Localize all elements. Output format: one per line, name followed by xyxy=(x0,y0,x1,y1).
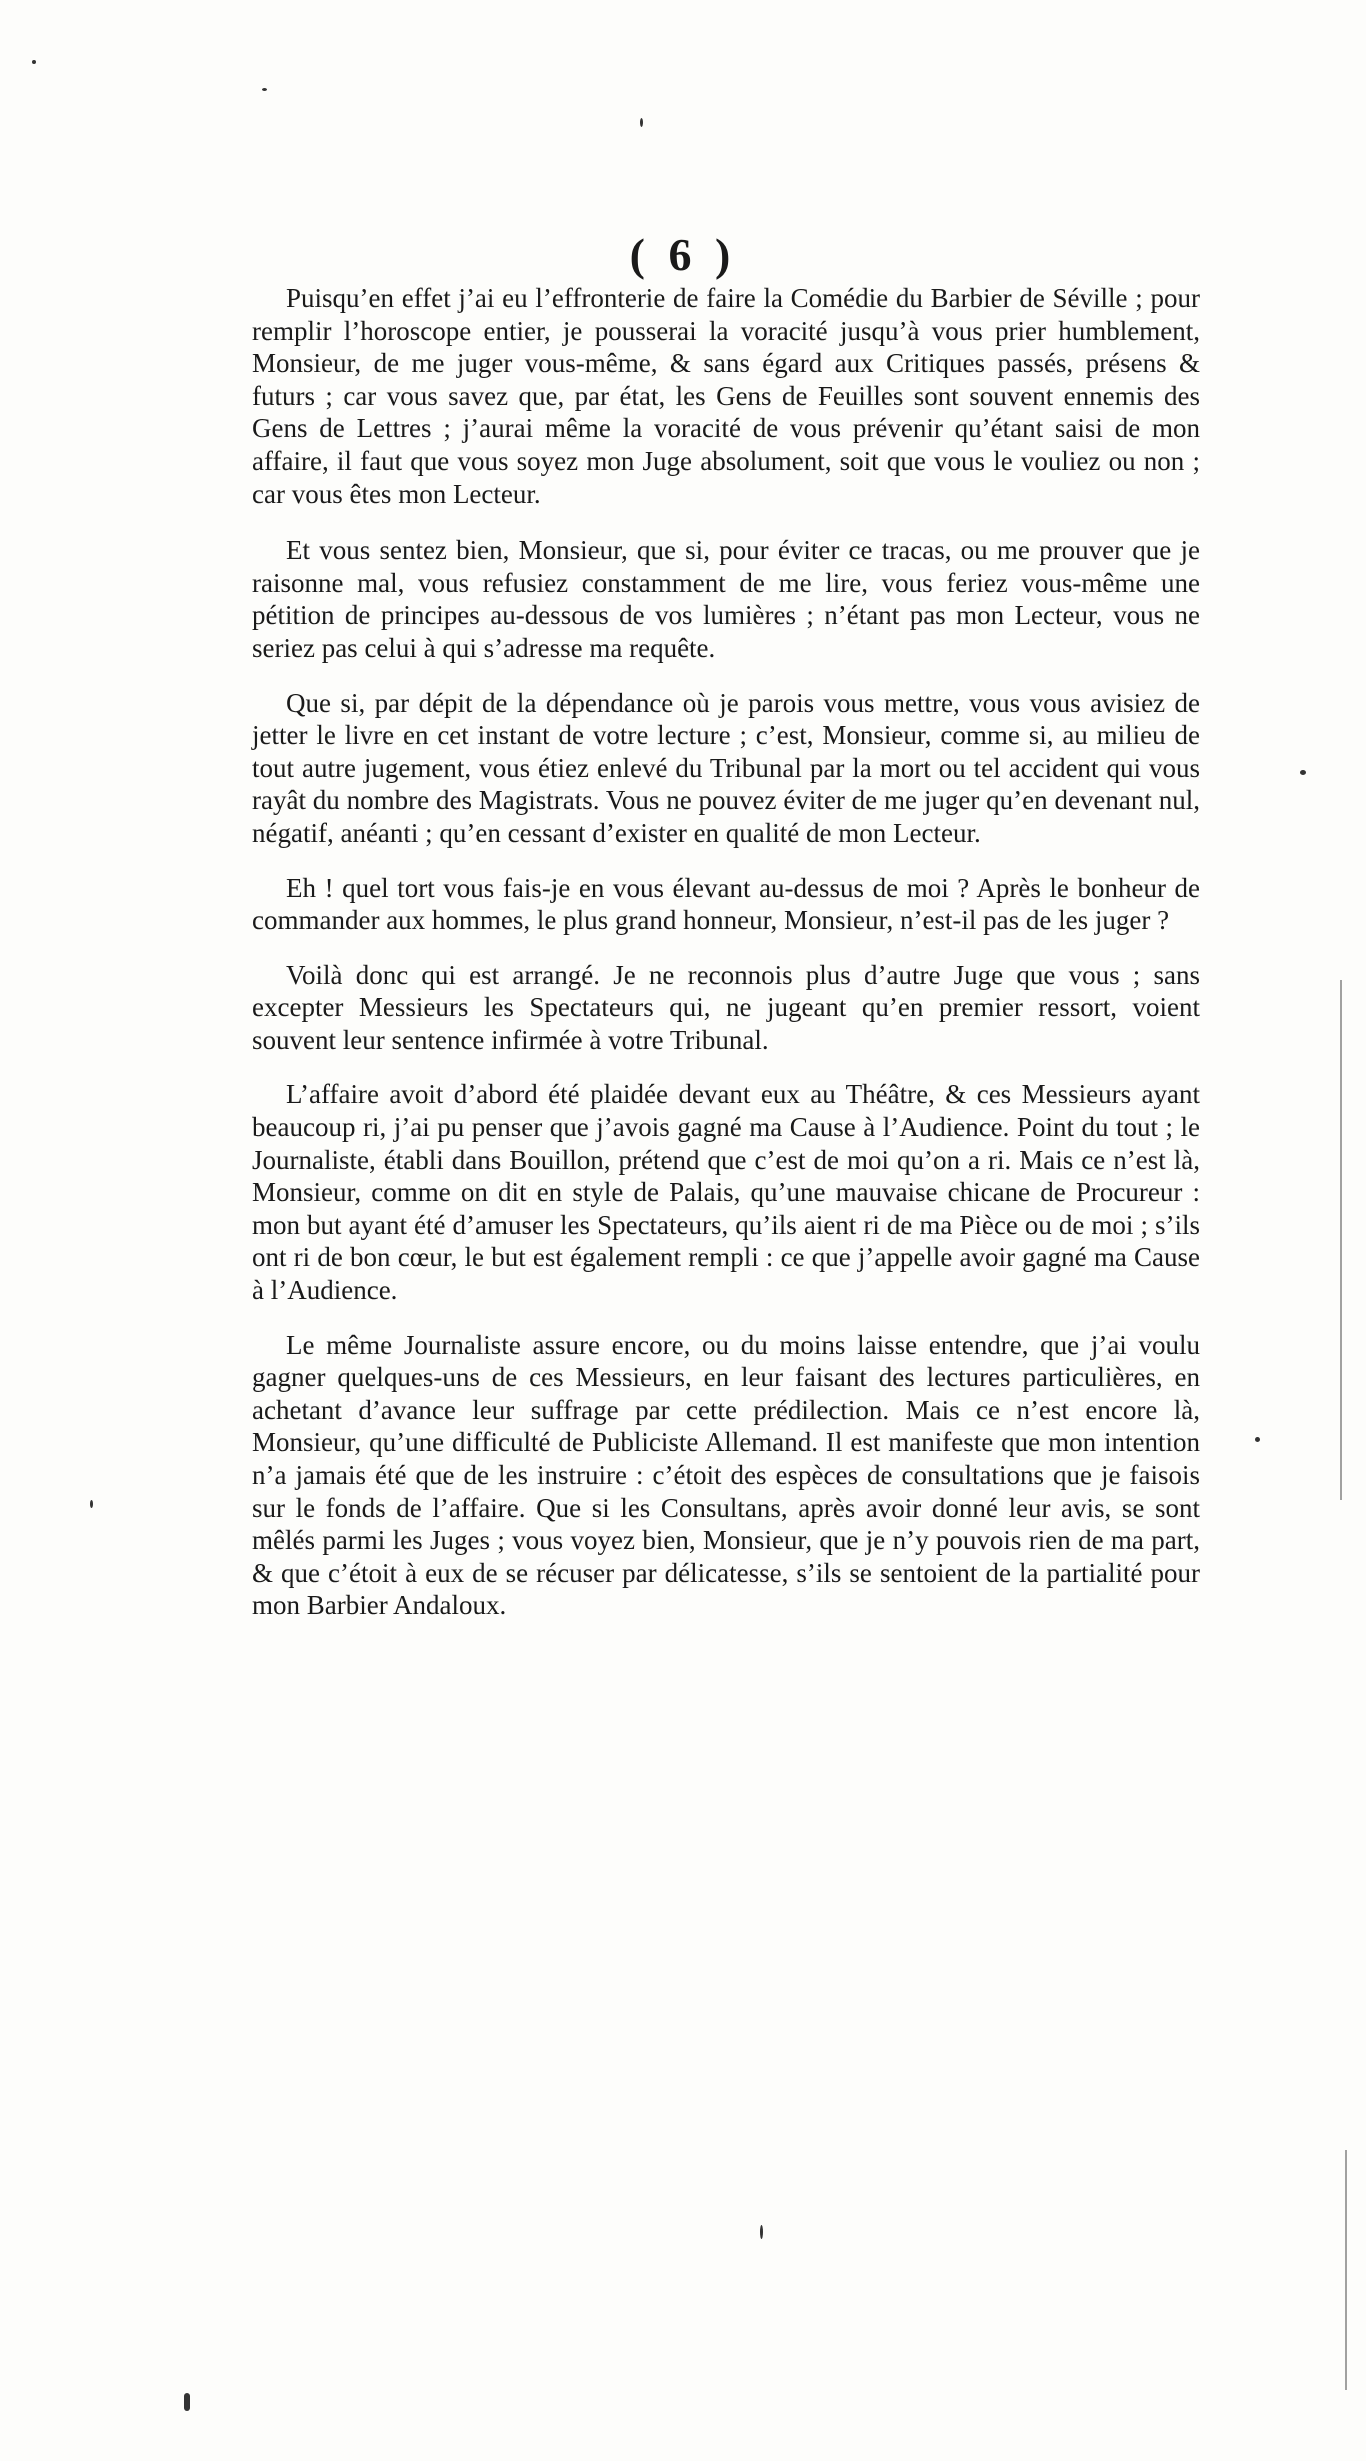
paragraph-6: L’affaire avoit d’abord été plaidée devant eux au Théâtre, & ces Messieurs ayant beaucoup ri, j’ai pu penser que j’avois gagné ma Cause à l’Audience. Point du tout ; le Journaliste, établi dans Bouillon, prétend que c’est de moi qu’on a ri. Mais ce n’est là, Monsieur, comme on dit en style de Palais, qu’une mauvaise chicane de Procureur : mon but ayant été d’amuser les Spectateurs, qu’ils aient ri de ma Pièce ou de moi ; s’ils ont ri de bon cœur, le but est également rempli : ce que j’appelle avoir gagné ma Cause à l’Audience. xyxy=(252,1079,1200,1306)
page-number: ( 6 ) xyxy=(629,229,737,280)
body-text xyxy=(252,282,1200,1644)
paragraph-4: Eh ! quel tort vous fais-je en vous élevant au-dessus de moi ? Après le bonheur de commander aux hommes, le plus grand honneur, Monsieur, n’est-il pas de les juger ? xyxy=(252,872,1200,936)
scan-speck xyxy=(262,88,267,91)
paragraph-1: Puisqu’en effet j’ai eu l’effronterie de faire la Comédie du Barbier de Séville ; pour remplir l’horoscope entier, je pousserai la voracité jusqu’à vous prier humblement, Monsieur, de me juger vous-même, & sans égard aux Critiques passés, présens & futurs ; car vous savez que, par état, les Gens de Feuilles sont souvent ennemis des Gens de Lettres ; j’aurai même la voracité de vous prévenir qu’étant saisi de mon affaire, il faut que vous soyez mon Juge absolument, soit que vous le vouliez ou non ; car vous êtes mon Lecteur. xyxy=(252,283,1200,509)
edge-mark xyxy=(1340,980,1342,1500)
edge-mark xyxy=(1345,2150,1347,2390)
scan-speck xyxy=(640,118,643,127)
scan-speck xyxy=(32,60,36,64)
paragraph-2: Et vous sentez bien, Monsieur, que si, pour éviter ce tracas, ou me prouver que je raisonne mal, vous refusiez constamment de me lire, vous feriez vous-même une pétition de principes au-dessous de vos lumières ; n’étant pas mon Lecteur, vous ne seriez pas celui à qui s’adresse ma requête. xyxy=(252,535,1200,663)
scan-speck xyxy=(760,2225,763,2239)
paragraph-7: Le même Journaliste assure encore, ou du moins laisse entendre, que j’ai voulu gagner quelques-uns de ces Messieurs, en leur faisant des lectures particulières, en achetant d’avance leur suffrage par cette prédilection. Mais ce n’est encore là, Monsieur, qu’une difficulté de Publiciste Allemand. Il est manifeste que mon intention n’a jamais été que de les instruire : c’étoit des espèces de consultations que je faisois sur le fonds de l’affaire. Que si les Consultans, après avoir donné leur avis, se sont mêlés parmi les Juges ; vous voyez bien, Monsieur, que je n’y pouvois rien de ma part, & que c’étoit à eux de se récuser par délicatesse, s’ils se sentoient de la partialité pour mon Barbier Andaloux. xyxy=(252,1329,1200,1621)
scan-speck xyxy=(184,2393,190,2411)
scan-speck xyxy=(1255,1437,1260,1442)
scan-speck xyxy=(90,1500,93,1508)
paragraph-5: Voilà donc qui est arrangé. Je ne reconnois plus d’autre Juge que vous ; sans excepter Messieurs les Spectateurs qui, ne jugeant qu’en premier ressort, voient souvent leur sentence infirmée à votre Tribunal. xyxy=(252,959,1200,1055)
scan-speck xyxy=(1300,770,1306,775)
paragraph-3: Que si, par dépit de la dépendance où je parois vous mettre, vous vous avisiez de jetter le livre en cet instant de votre lecture ; c’est, Monsieur, comme si, au milieu de tout autre jugement, vous étiez enlevé du Tribunal par la mort ou tel accident qui vous rayât du nombre des Magistrats. Vous ne pouvez éviter de me juger qu’en devenant nul, négatif, anéanti ; qu’en cessant d’exister en qualité de mon Lecteur. xyxy=(252,687,1200,848)
